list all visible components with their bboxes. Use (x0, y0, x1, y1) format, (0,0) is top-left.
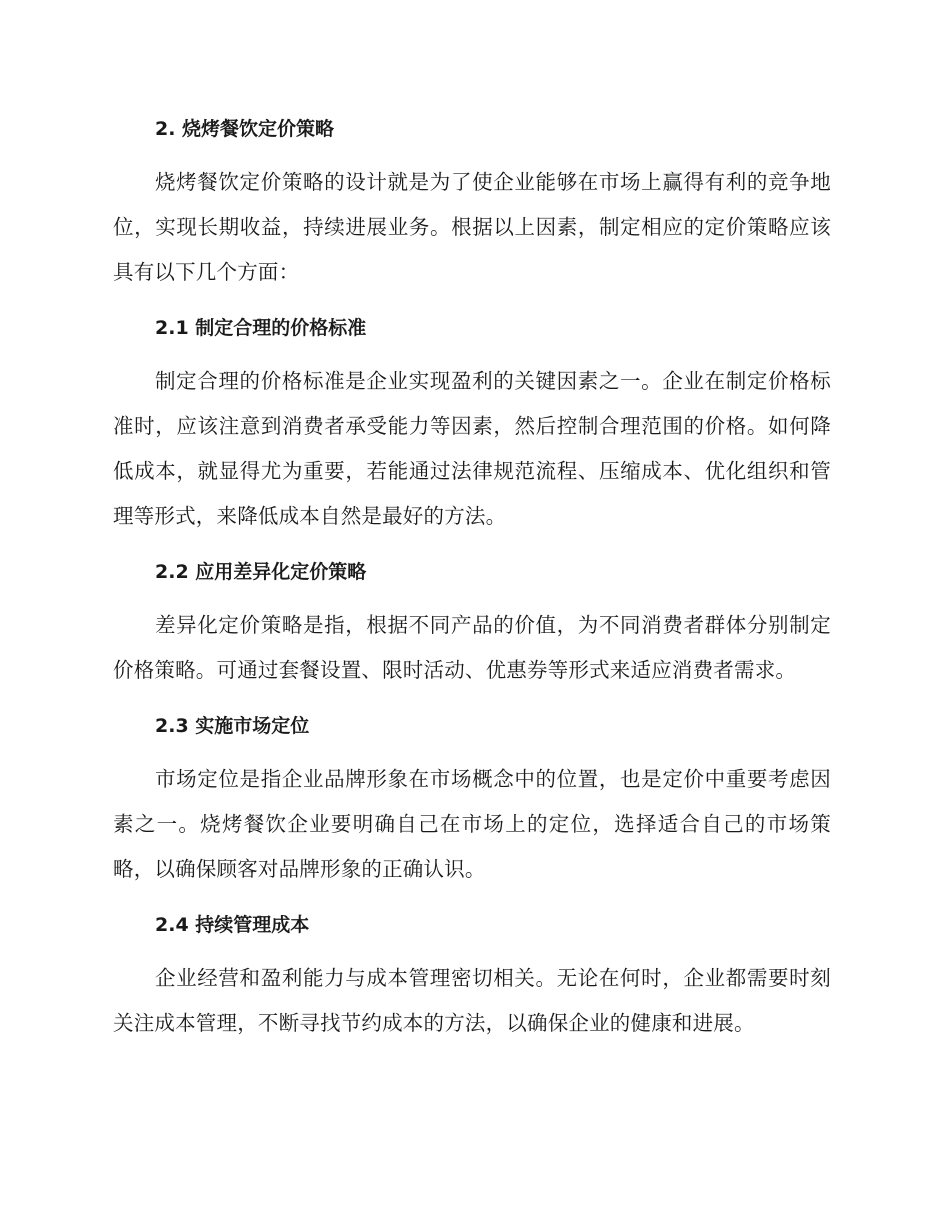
section-heading: 2.3 实施市场定位 (155, 715, 310, 737)
section-heading: 2.1 制定合理的价格标准 (155, 317, 367, 339)
section-heading: 2. 烧烤餐饮定价策略 (155, 118, 335, 140)
section-paragraph: 企业经营和盈利能力与成本管理密切相关。无论在何时，企业都需要时刻关注成本管理，不断寻找节约成本的方法，以确保企业的健康和进展。 (113, 966, 831, 1035)
section-paragraph: 差异化定价策略是指，根据不同产品的价值，为不同消费者群体分别制定价格策略。可通过套餐设置、限时活动、优惠券等形式来适应消费者需求。 (113, 613, 831, 682)
document-page (113, 108, 831, 1046)
section-paragraph: 制定合理的价格标准是企业实现盈利的关键因素之一。企业在制定价格标准时，应该注意到消费者承受能力等因素，然后控制合理范围的价格。如何降低成本，就显得尤为重要，若能通过法律规范流程、压缩成本、优化组织和管理等形式，来降低成本自然是最好的方法。 (113, 369, 831, 528)
section-market-positioning (113, 705, 831, 892)
section-pricing-strategy (113, 108, 831, 295)
section-cost-management (113, 904, 831, 1046)
section-price-standard (113, 307, 831, 539)
section-heading: 2.2 应用差异化定价策略 (155, 561, 367, 583)
section-differentiated-pricing (113, 551, 831, 693)
section-paragraph: 烧烤餐饮定价策略的设计就是为了使企业能够在市场上赢得有利的竞争地位，实现长期收益，持续进展业务。根据以上因素，制定相应的定价策略应该具有以下几个方面： (113, 170, 831, 284)
section-heading: 2.4 持续管理成本 (155, 914, 310, 936)
section-paragraph: 市场定位是指企业品牌形象在市场概念中的位置，也是定价中重要考虑因素之一。烧烤餐饮企业要明确自己在市场上的定位，选择适合自己的市场策略，以确保顾客对品牌形象的正确认识。 (113, 767, 831, 881)
